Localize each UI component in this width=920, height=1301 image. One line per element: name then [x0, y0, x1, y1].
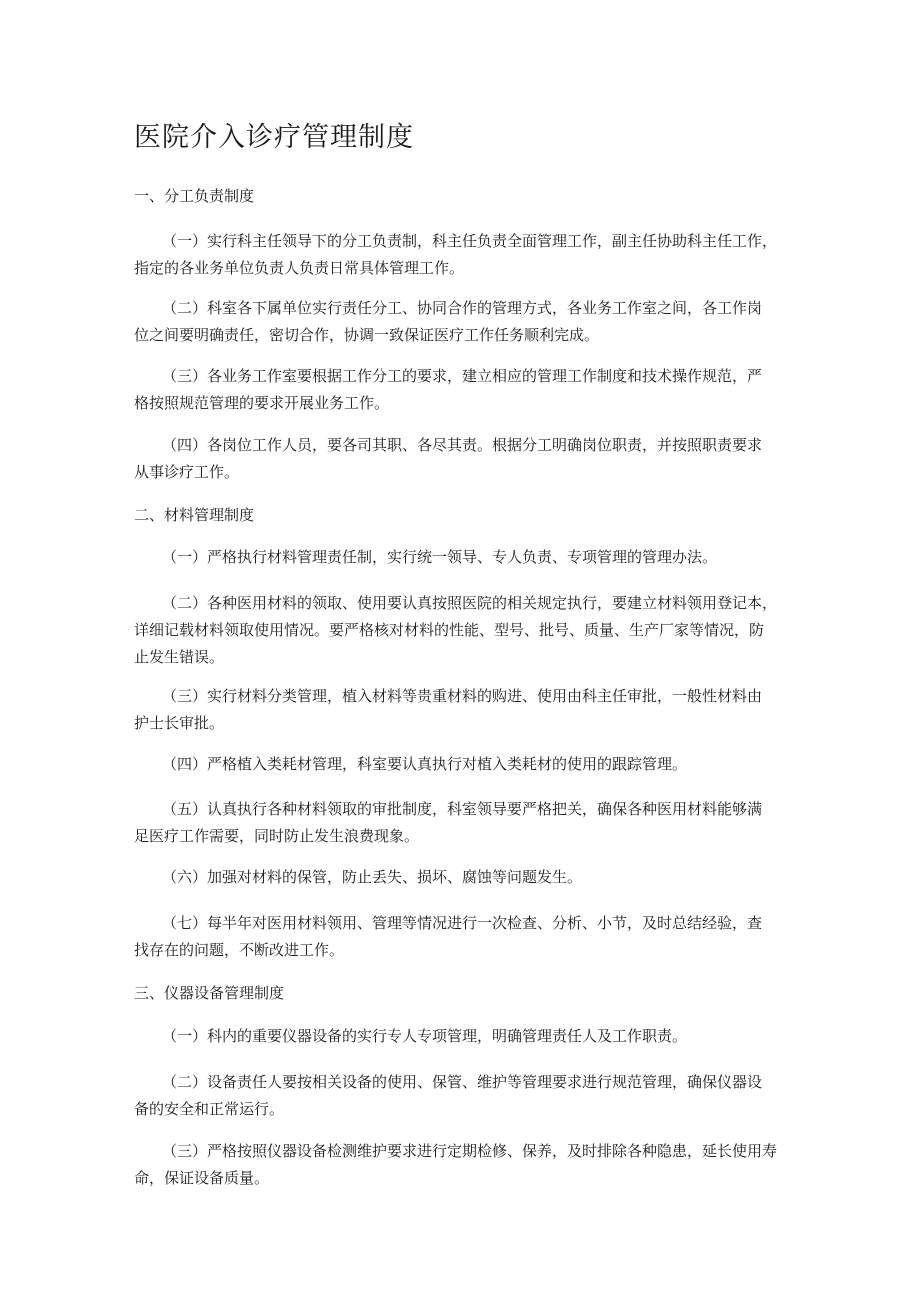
paragraph-line: （二）设备责任人要按相关设备的使用、保管、维护等管理要求进行规范管理，确保仪器设 [162, 1073, 763, 1091]
paragraph-line: （五）认真执行各种材料领取的审批制度，科室领导要严格把关，确保各种医用材料能够满 [162, 800, 763, 818]
paragraph-line: （一）严格执行材料管理责任制，实行统一领导、专人负责、专项管理的管理办法。 [162, 548, 718, 566]
paragraph-line: 位之间要明确责任，密切合作，协调一致保证医疗工作任务顺利完成。 [134, 326, 600, 344]
paragraph [134, 590, 786, 671]
paragraph [134, 1023, 786, 1050]
paragraph [134, 295, 786, 349]
paragraph-line: （四）各岗位工作人员，要各司其职、各尽其责。根据分工明确岗位职责，并按照职责要求 [162, 436, 763, 454]
document-title: 医院介入诊疗管理制度 [134, 122, 414, 153]
paragraph [134, 751, 786, 778]
paragraph-line: 足医疗工作需要，同时防止发生浪费现象。 [134, 827, 420, 845]
paragraph [134, 432, 786, 486]
paragraph [134, 363, 786, 417]
paragraph [134, 910, 786, 964]
paragraph-line: （四）严格植入类耗材管理，科室要认真执行对植入类耗材的使用的跟踪管理。 [162, 755, 688, 773]
paragraph-line: （七）每半年对医用材料领用、管理等情况进行一次检查、分析、小节，及时总结经验，查 [162, 914, 763, 932]
paragraph-line: （三）严格按照仪器设备检测维护要求进行定期检修、保养，及时排除各种隐患，延长使用寿 [162, 1142, 778, 1160]
paragraph-line: （一）实行科主任领导下的分工负责制，科主任负责全面管理工作，副主任协助科主任工作， [162, 232, 778, 250]
paragraph-line: （二）各种医用材料的领取、使用要认真按照医院的相关规定执行，要建立材料领用登记本， [162, 594, 778, 612]
paragraph-line: 指定的各业务单位负责人负责日常具体管理工作。 [134, 259, 465, 277]
paragraph [134, 864, 786, 891]
section-heading: 二、材料管理制度 [134, 506, 255, 524]
paragraph [134, 1138, 786, 1192]
paragraph [134, 683, 786, 737]
paragraph-line: 命，保证设备质量。 [134, 1169, 270, 1187]
paragraph [134, 228, 786, 282]
section-heading: 三、仪器设备管理制度 [134, 984, 285, 1002]
section-heading: 一、分工负责制度 [134, 187, 255, 205]
paragraph [134, 544, 786, 571]
paragraph-line: （一）科内的重要仪器设备的实行专人专项管理，明确管理责任人及工作职责。 [162, 1027, 688, 1045]
paragraph-line: （三）各业务工作室要根据工作分工的要求，建立相应的管理工作制度和技术操作规范，严 [162, 367, 763, 385]
paragraph-line: 详细记载材料领取使用情况。要严格核对材料的性能、型号、批号、质量、生产厂家等情况，防 [134, 621, 765, 639]
paragraph-line: 从事诊疗工作。 [134, 463, 240, 481]
paragraph [134, 1069, 786, 1123]
paragraph-line: （六）加强对材料的保管，防止丢失、损坏、腐蚀等问题发生。 [162, 868, 583, 886]
paragraph-line: 备的安全和正常运行。 [134, 1100, 285, 1118]
paragraph-line: （三）实行材料分类管理，植入材料等贵重材料的购进、使用由科主任审批，一般性材料由 [162, 687, 763, 705]
paragraph-line: 找存在的问题，不断改进工作。 [134, 941, 345, 959]
paragraph [134, 796, 786, 850]
paragraph-line: 护士长审批。 [134, 714, 225, 732]
paragraph-line: 格按照规范管理的要求开展业务工作。 [134, 394, 390, 412]
paragraph-line: 止发生错误。 [134, 648, 225, 666]
paragraph-line: （二）科室各下属单位实行责任分工、协同合作的管理方式，各业务工作室之间，各工作岗 [162, 299, 763, 317]
